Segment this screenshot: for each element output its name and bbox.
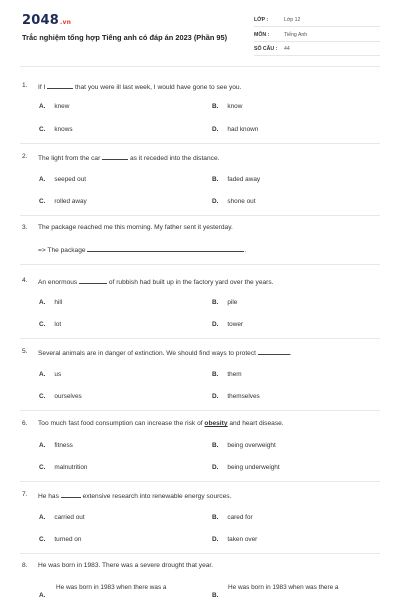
option-b[interactable]: B. them — [212, 371, 242, 378]
question-number: 3. — [22, 224, 28, 231]
page-header — [0, 0, 400, 62]
question-number: 4. — [22, 277, 28, 284]
blank-line — [47, 82, 73, 89]
blank-line — [87, 245, 244, 252]
question-divider — [20, 553, 380, 554]
question-divider — [20, 410, 380, 411]
blank-line — [61, 491, 81, 498]
option-d[interactable]: D. taken over — [212, 536, 258, 543]
option-a[interactable]: A. hill — [39, 299, 63, 306]
question-text: The light from the car as it receded into the distance. — [38, 155, 220, 162]
meta-label: SỐ CÂU : — [254, 46, 278, 52]
answer-prefix: => The package — [38, 247, 86, 254]
question-divider — [20, 143, 380, 144]
logo-main: 2048 — [22, 13, 59, 28]
option-b[interactable]: B. — [212, 592, 219, 599]
question-number: 7. — [22, 491, 28, 498]
question-divider — [20, 215, 380, 216]
option-d[interactable]: D. tower — [212, 321, 244, 328]
question-divider — [20, 264, 380, 265]
blank-line — [79, 277, 107, 284]
meta-subject — [254, 31, 380, 42]
option-d[interactable]: D. had known — [212, 126, 259, 133]
option-c[interactable]: C. lot — [39, 321, 62, 328]
question-number: 1. — [22, 82, 28, 89]
logo-sub: .vn — [59, 19, 72, 26]
question-number: 5. — [22, 348, 28, 355]
question-text: Several animals are in danger of extinction. We should find ways to protect . — [38, 350, 292, 357]
option-b[interactable]: B. know — [212, 103, 243, 110]
page-title: Trắc nghiệm tổng hợp Tiếng anh có đáp án 2023 (Phần 95) — [22, 33, 228, 42]
option-d[interactable]: D. being underweight — [212, 464, 280, 471]
question-divider — [20, 338, 380, 339]
option-c[interactable]: C. rolled away — [39, 198, 87, 205]
highlighted-word: obesity — [204, 420, 228, 427]
question-number: 8. — [22, 562, 28, 569]
meta-label: LỚP : — [254, 17, 269, 23]
option-b[interactable]: B. being overweight — [212, 442, 276, 449]
question-text: An enormous of rubbish had built up in the factory yard over the years. — [38, 279, 274, 286]
option-a[interactable]: A. us — [39, 371, 62, 378]
question-text: If I that you were ill last week, I would have gone to see you. — [38, 84, 242, 91]
question-number: 6. — [22, 420, 28, 427]
header-divider — [20, 66, 380, 67]
meta-value: Tiếng Anh — [284, 32, 308, 38]
option-b[interactable]: B. cared for — [212, 514, 253, 521]
option-a[interactable]: A. fitness — [39, 442, 73, 449]
question-text: The package reached me this morning. My father sent it yesterday. — [38, 224, 233, 231]
option-a[interactable]: A. knew — [39, 103, 70, 110]
meta-value: 44 — [284, 46, 290, 52]
answer-line[interactable]: => The package . — [38, 247, 247, 254]
option-a[interactable]: A. carried out — [39, 514, 85, 521]
option-c[interactable]: C. ourselves — [39, 393, 82, 400]
site-logo[interactable] — [22, 13, 71, 28]
meta-class — [254, 16, 380, 27]
option-b[interactable]: B. pile — [212, 299, 238, 306]
option-d[interactable]: D. themselves — [212, 393, 260, 400]
blank-line — [258, 348, 290, 355]
option-a[interactable]: A. seeped out — [39, 176, 87, 183]
option-b[interactable]: B. faded away — [212, 176, 261, 183]
option-c[interactable]: C. turned on — [39, 536, 82, 543]
meta-label: MÔN : — [254, 32, 270, 38]
option-a-text: He was born in 1983 when there was a — [56, 584, 167, 591]
option-b-text: He was born in 1983 when was there a — [228, 584, 339, 591]
option-d[interactable]: D. shone out — [212, 198, 256, 205]
question-text: Too much fast food consumption can increase the risk of obesity and heart disease. — [38, 420, 284, 427]
meta-count — [254, 45, 380, 56]
option-a[interactable]: A. — [39, 592, 46, 599]
option-c[interactable]: C. malnutrition — [39, 464, 88, 471]
question-text: He has extensive research into renewable energy sources. — [38, 493, 232, 500]
question-number: 2. — [22, 153, 28, 160]
blank-line — [102, 153, 128, 160]
option-c[interactable]: C. knows — [39, 126, 73, 133]
question-divider — [20, 481, 380, 482]
meta-value: Lớp 12 — [284, 17, 301, 23]
question-text: He was born in 1983. There was a severe drought that year. — [38, 562, 214, 569]
